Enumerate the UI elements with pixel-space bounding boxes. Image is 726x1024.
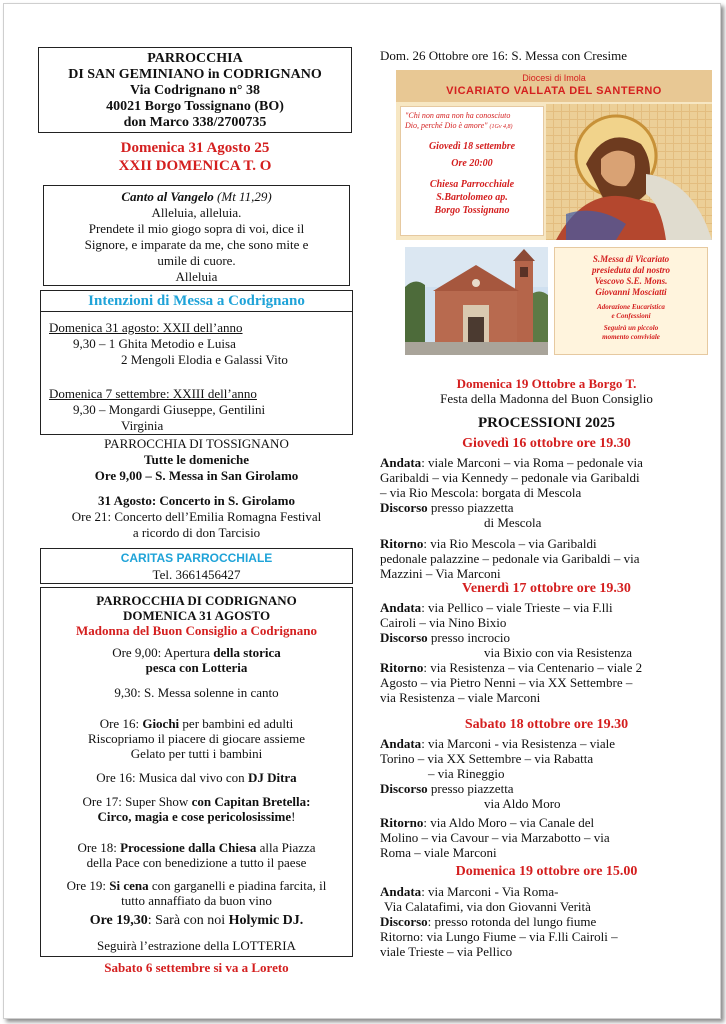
procession-line: di Mescola — [484, 515, 542, 530]
festa-event: pesca con Lotteria — [145, 660, 248, 675]
caritas-title: CARITAS PARROCCHIALE — [120, 551, 273, 565]
church-photo — [405, 247, 548, 355]
caritas-box — [40, 548, 353, 584]
vangelo-line: Prendete il mio giogo sopra di voi, dice il — [88, 221, 305, 236]
page — [3, 3, 721, 1019]
procession-line: Mazzini – Via Marconi — [380, 566, 501, 581]
festa-title: DOMENICA 31 AGOSTO — [122, 608, 271, 623]
procession-line: via Resistenza – viale Marconi — [380, 690, 541, 705]
procession-line: Via Calatafimi, via don Giovanni Verità — [384, 899, 591, 914]
tossignano-line: Ore 9,00 – S. Messa in San Girolamo — [94, 468, 299, 483]
concert-line: Ore 21: Concerto dell’Emilia Romagna Festival — [71, 509, 322, 524]
procession-line: via Bixio con via Resistenza — [484, 645, 633, 660]
header-line: DI SAN GEMINIANO in CODRIGNANO — [68, 67, 322, 82]
festa-event: Ore 16: Giochi per bambini ed adulti — [99, 716, 294, 731]
procession-4: Domenica 19 ottobre ore 15.00 Andata: via Marconi - Via Roma- Via Calatafimi, via don Giovanni Verità Discorso: presso rotonda del lungo fiume Ritorno: via Lungo Fiume – via F.lli Cairoli – viale Trieste – via Pellico — [380, 864, 713, 959]
intenzioni-entry: 9,30 – 1 Ghita Metodio e Luisa — [73, 336, 236, 351]
festa-event: Ore 16: Musica dal vivo con DJ Ditra — [96, 770, 297, 785]
header-line: don Marco 338/2700735 — [123, 115, 267, 130]
parish-header-box — [38, 47, 352, 133]
ottobre-subtitle: Festa della Madonna del Buon Consiglio — [440, 391, 653, 406]
date-line-1: Domenica 31 Agosto 25 — [120, 140, 270, 156]
procession-2: Venerdì 17 ottobre ore 19.30 Andata: via Pellico – viale Trieste – via F.lli Cairoli – via Nino Bixio Discorso presso incrocio via Bixio con via Resistenza Ritorno: via Resistenza – via Centenario – viale 2 Agosto – via Pietro Nenni – via XX Settembre – via Resistenza – viale Marconi — [380, 581, 713, 705]
festa-event: Ore 17: Super Show con Capitan Bretella: — [82, 794, 311, 809]
procession-date: Domenica 19 ottobre ore 15.00 — [455, 864, 638, 879]
intenzioni-entry: 9,30 – Mongardi Giuseppe, Gentilini — [73, 402, 266, 417]
intenzioni-entry: Virginia — [121, 418, 164, 433]
intenzioni-title: Intenzioni di Messa a Codrignano — [41, 291, 352, 312]
procession-line: Garibaldi – via Kennedy – pedonale via Garibaldi — [380, 470, 640, 485]
vangelo-line: Alleluia, alleluia. — [151, 205, 242, 220]
poster-vicariato: VICARIATO VALLATA DEL SANTERNO — [446, 85, 662, 97]
vangelo-ref: (Mt 11,29) — [217, 189, 272, 204]
festa-event: Gelato per tutti i bambini — [130, 746, 263, 761]
caritas-phone: Tel. 3661456427 — [152, 567, 241, 582]
tossignano-line: Tutte le domeniche — [144, 452, 249, 467]
festa-event: Ore 18: Processione dalla Chiesa alla Piazza — [77, 840, 316, 855]
processioni-title: PROCESSIONI 2025 — [477, 415, 616, 431]
vangelo-line: umile di cuore. — [157, 253, 236, 268]
festa-event: Ore 19: Si cena con garganelli e piadina farcita, il — [66, 878, 327, 893]
concert-line: a ricordo di don Tarcisio — [132, 525, 261, 540]
vangelo-line: Alleluia — [175, 269, 218, 284]
poster-quote: "Chi non ama non ha conosciuto — [405, 111, 511, 120]
festa-event: della Pace con benedizione a tutto il paese — [86, 855, 307, 870]
festa-event: 9,30: S. Messa solenne in canto — [114, 685, 279, 700]
procession-1: Giovedì 16 ottobre ore 19.30 Andata: viale Marconi – via Roma – pedonale via Garibaldi – via Kennedy – pedonale via Garibaldi – via Rio Mescola: borgata di Mescola Discorso presso piazzetta di Mescola Ritorno: via Rio Mescola – via Garibaldi pedonale palazzine – pedonale via Garibaldi – via Mazzini – Via Marconi — [380, 436, 713, 581]
poster-info-panel: S.Messa di Vicariato presieduta dal nostro Vescovo S.E. Mons. Giovanni Mosciatti Adorazione Eucaristica e Confessioni Seguirà un piccolo momento conviviale — [554, 247, 708, 355]
procession-line: Torino – via XX Settembre – via Rabatta — [380, 751, 594, 766]
poster-header — [396, 70, 712, 102]
procession-line: Agosto – via Pietro Nenni – via XX Settembre – — [380, 675, 633, 690]
concert-title: 31 Agosto: Concerto in S. Girolamo — [98, 493, 295, 508]
intenzioni-entry: 2 Mengoli Elodia e Galassi Vito — [121, 352, 288, 367]
tossignano-title: PARROCCHIA DI TOSSIGNANO — [104, 436, 289, 451]
festa-event: Seguirà l’estrazione della LOTTERIA — [97, 938, 296, 953]
festa-event: Riscopriamo il piacere di giocare assieme — [88, 731, 305, 746]
cresime-notice: Dom. 26 Ottobre ore 16: S. Messa con Cresime — [380, 48, 627, 63]
procession-3: Sabato 18 ottobre ore 19.30 Andata: via Marconi - via Resistenza – viale Torino – via XX Settembre – via Rabatta – via Rineggio Discorso presso piazzetta via Aldo Moro Ritorno: via Aldo Moro – via Canale del Molino – via Cavour – via Marzabotto – via Roma – viale Marconi — [380, 717, 713, 860]
procession-line: pedonale palazzine – pedonale via Garibaldi – via — [380, 551, 640, 566]
date-line-2: XXII DOMENICA T. O — [118, 158, 272, 174]
intenzioni-day-1: Domenica 31 agosto: XXII dell’anno — [49, 320, 243, 335]
poster-text-panel — [400, 106, 544, 236]
festa-event: tutto annaffiato da buon vino — [121, 893, 272, 908]
liturgical-date — [38, 139, 352, 175]
festa-title: PARROCCHIA DI CODRIGNANO — [96, 593, 297, 608]
procession-line: via Aldo Moro — [484, 796, 561, 811]
procession-line: Ritorno: via Lungo Fiume – via F.lli Cairoli – — [380, 929, 618, 944]
procession-line: – via Rineggio — [428, 766, 505, 781]
vangelo-line: Signore, e imparate da me, che sono mite e — [84, 237, 309, 252]
procession-line: viale Trieste – via Pellico — [380, 944, 513, 959]
procession-date: Venerdì 17 ottobre ore 19.30 — [462, 581, 631, 596]
procession-line: – via Rio Mescola: borgata di Mescola — [380, 485, 582, 500]
ottobre-title: Domenica 19 Ottobre a Borgo T. — [456, 376, 637, 391]
vangelo-box — [43, 185, 350, 286]
loreto-notice: Sabato 6 settembre si va a Loreto — [104, 960, 289, 975]
procession-line: Roma – viale Marconi — [380, 845, 497, 860]
festa-event: Ore 19,30: Sarà con noi Holymic DJ. — [89, 913, 304, 928]
procession-line: Cairoli – via Nino Bixio — [380, 615, 507, 630]
vangelo-title: Canto al Vangelo — [121, 189, 214, 204]
intenzioni-box — [40, 290, 353, 435]
tossignano-section — [40, 436, 353, 541]
procession-date: Giovedì 16 ottobre ore 19.30 — [462, 436, 631, 451]
header-line: PARROCCHIA — [147, 51, 243, 66]
festa-event: Ore 9,00: Apertura della storica — [112, 645, 281, 660]
festa-box — [40, 587, 353, 957]
procession-date: Sabato 18 ottobre ore 19.30 — [464, 717, 629, 732]
ottobre-section — [380, 376, 713, 432]
header-line: 40021 Borgo Tossignano (BO) — [106, 99, 284, 114]
vicariato-poster — [396, 70, 712, 240]
procession-line: Molino – via Cavour – via Marzabotto – via — [380, 830, 610, 845]
intenzioni-day-2: Domenica 7 settembre: XXIII dell’anno — [49, 386, 257, 401]
poster-when: Giovedì 18 settembre Ore 20:00 Chiesa Parrocchiale S.Bartolomeo ap. Borgo Tossignano — [428, 141, 516, 216]
festa-event: Circo, magia e cose pericolosissime! — [97, 809, 296, 824]
mosaic-illustration — [546, 104, 712, 240]
poster-diocesi: Diocesi di Imola — [522, 73, 586, 83]
header-line: Via Codrignano n° 38 — [130, 83, 260, 98]
festa-subtitle: Madonna del Buon Consiglio a Codrignano — [76, 623, 317, 638]
poster-quote: Dio, perché Dio è amore" (1Gv 4,8) — [405, 121, 513, 130]
